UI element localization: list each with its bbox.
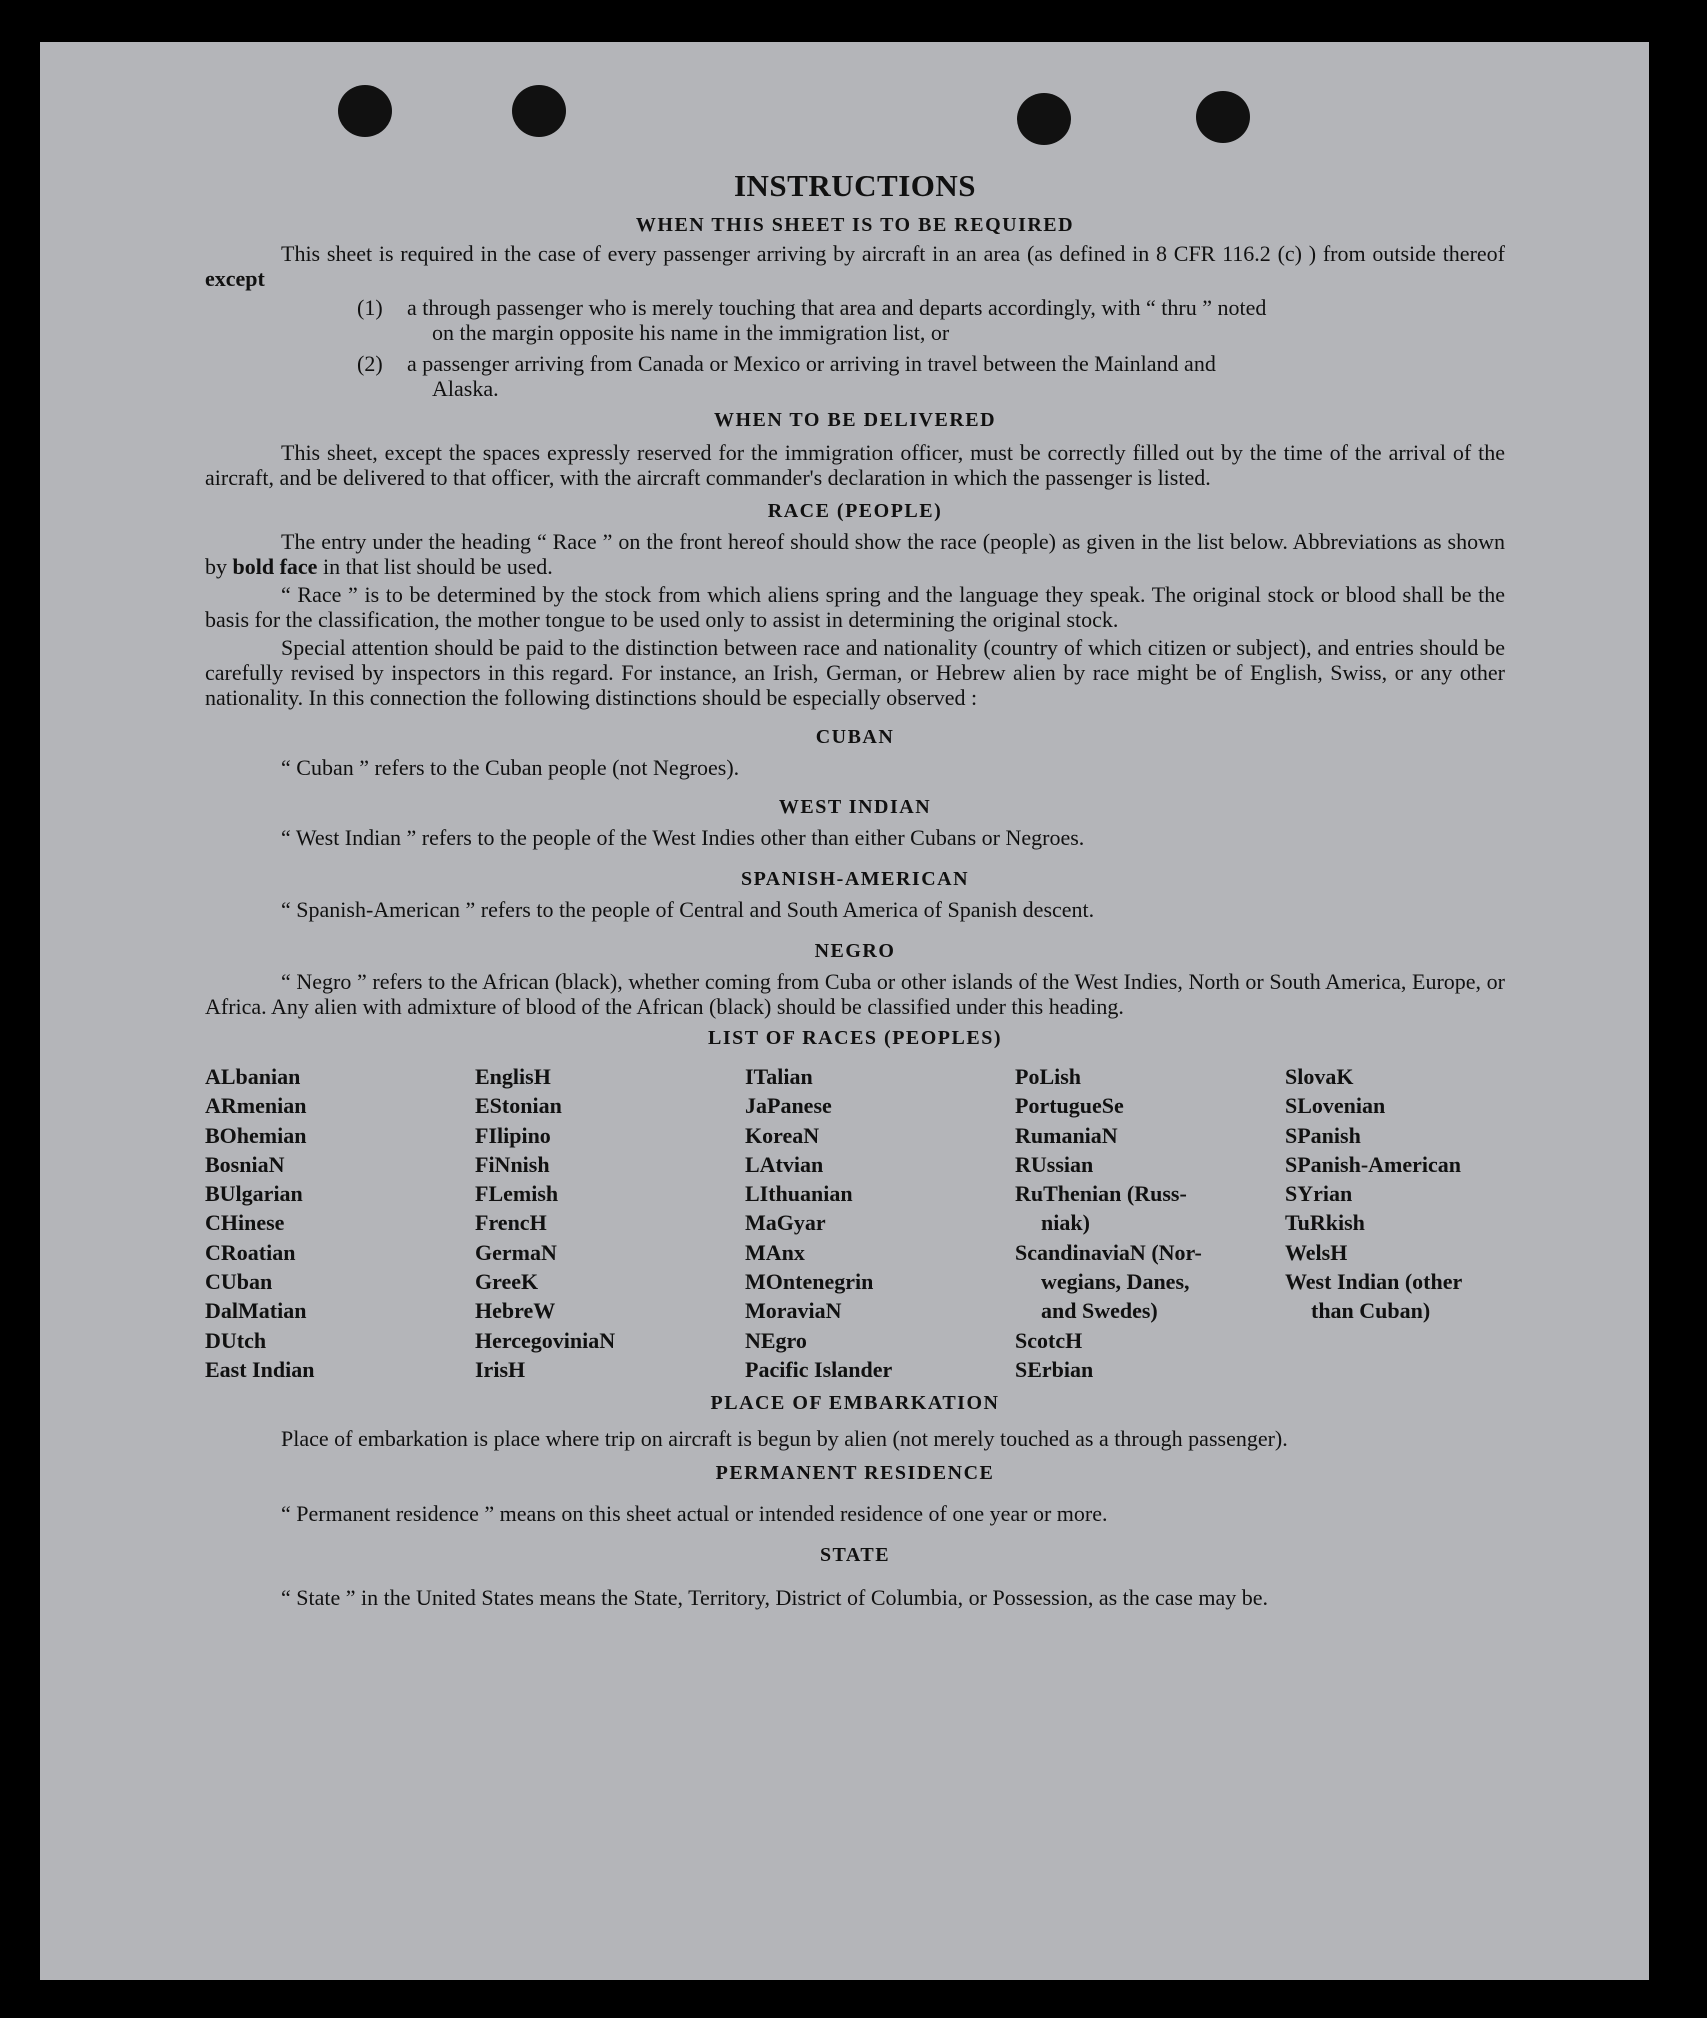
exception-item-2: (2) a passenger arriving from Canada or Mexico or arriving in travel between the Mainland and Alaska. [357, 351, 1216, 401]
list-item: wegians, Danes, [1041, 1269, 1190, 1295]
state-text: “ State ” in the United States means the State, Territory, District of Columbia, or Possession, as the case may be. [281, 1585, 1269, 1611]
races-column-3 [745, 1062, 1015, 1384]
list-item: CRoatian [205, 1239, 296, 1265]
section-heading-race: RACE (PEOPLE) [767, 500, 943, 522]
list-item: HercegoviniaN [475, 1327, 616, 1353]
list-item: TuRkish [1285, 1210, 1365, 1236]
list-item: ARmenian [205, 1093, 307, 1119]
west-indian-text: “ West Indian ” refers to the people of the West Indies other than either Cubans or Negroes. [281, 825, 1085, 850]
list-item: ScotcH [1015, 1327, 1083, 1353]
list-item: and Swedes) [1041, 1298, 1158, 1324]
section-heading-west-indian: WEST INDIAN [778, 796, 932, 818]
exception-item-1: (1) a through passenger who is merely touching that area and departs accordingly, with “ thru ” noted on the margin opposite his name in the immigration list, or [357, 295, 1267, 345]
list-item: niak) [1041, 1210, 1090, 1236]
list-item: MOntenegrin [745, 1269, 874, 1295]
list-item: ITalian [745, 1064, 813, 1089]
required-intro: This sheet is required in the case of every passenger arriving by aircraft in an area (as defined in 8 CFR 116.2 (c) ) from outside thereof except [205, 241, 1505, 291]
race-paragraph-2: “ Race ” is to be determined by the stock from which aliens spring and the language they speak. The original stock or blood shall be the basis for the classification, the mother tongue to be used only to assist in determining the original stock. [205, 582, 1505, 632]
list-item: BUlgarian [205, 1181, 303, 1207]
list-item: PortugueSe [1015, 1093, 1124, 1119]
list-item: FLemish [475, 1181, 559, 1207]
list-item: DalMatian [205, 1298, 307, 1324]
list-item: SlovaK [1285, 1064, 1354, 1089]
list-item: SLovenian [1285, 1093, 1386, 1119]
list-item: SYrian [1285, 1181, 1353, 1207]
list-item: LAtvian [745, 1151, 824, 1177]
spanish-american-text: “ Spanish-American ” refers to the people of Central and South America of Spanish descent. [281, 897, 1095, 922]
residence-text: “ Permanent residence ” means on this sheet actual or intended residence of one year or more. [281, 1501, 1108, 1527]
list-item: KoreaN [745, 1122, 820, 1148]
page-title: INSTRUCTIONS [733, 168, 976, 203]
list-item: SErbian [1015, 1356, 1094, 1382]
list-item: FiNnish [475, 1151, 550, 1177]
list-item: SPanish-American [1285, 1151, 1461, 1177]
section-heading-embarkation: PLACE OF EMBARKATION [710, 1392, 1000, 1415]
list-item: ScandinaviaN (Nor- [1015, 1239, 1202, 1265]
section-heading-state: STATE [819, 1544, 891, 1567]
instructions-content [205, 168, 1505, 1614]
list-item: EnglisH [475, 1064, 551, 1089]
races-column-1 [205, 1062, 475, 1384]
list-item: BosniaN [205, 1151, 285, 1177]
list-item: LIthuanian [745, 1181, 853, 1207]
list-item: NEgro [745, 1327, 807, 1353]
embarkation-text: Place of embarkation is place where trip on aircraft is begun by alien (not merely touched as a through passenger). [281, 1426, 1288, 1452]
list-item: RUssian [1015, 1151, 1094, 1177]
section-heading-required: WHEN THIS SHEET IS TO BE REQUIRED [635, 214, 1075, 236]
list-item: JaPanese [745, 1093, 832, 1119]
list-item: BOhemian [205, 1122, 307, 1148]
list-item: GermaN [475, 1239, 557, 1265]
punch-hole [1017, 93, 1071, 145]
punch-hole [1196, 91, 1250, 143]
list-item: MoraviaN [745, 1298, 842, 1324]
delivered-text: This sheet, except the spaces expressly reserved for the immigration officer, must be correctly filled out by the time of the arrival of the aircraft, and be delivered to that officer, with the aircraft commander's declaration in which the passenger is listed. [205, 440, 1505, 490]
list-item: West Indian (other [1285, 1269, 1463, 1295]
list-item: DUtch [205, 1327, 267, 1353]
list-item: FrencH [475, 1210, 547, 1236]
list-item: MaGyar [745, 1210, 826, 1236]
list-item: GreeK [475, 1269, 539, 1295]
list-item: RuThenian (Russ- [1015, 1181, 1187, 1207]
list-item: EStonian [475, 1093, 562, 1119]
list-item: than Cuban) [1311, 1298, 1431, 1324]
section-heading-residence: PERMANENT RESIDENCE [715, 1462, 995, 1485]
list-item: IrisH [475, 1356, 526, 1382]
list-item: East Indian [205, 1356, 315, 1382]
list-item: CHinese [205, 1210, 285, 1236]
race-paragraph-3: Special attention should be paid to the distinction between race and nationality (country of which citizen or subject), and entries should be carefully revised by inspectors in this regard. For instance, an Irish, German, or Hebrew alien by race might be of English, Swiss, or any other nationality. In this connection the following distinctions should be especially observed : [205, 635, 1505, 710]
list-item: RumaniaN [1015, 1122, 1118, 1148]
race-paragraph-1: The entry under the heading “ Race ” on the front hereof should show the race (people) as given in the list below. Abbreviations as shown by bold face in that list should be used. [205, 529, 1505, 579]
list-item: PoLish [1015, 1064, 1082, 1089]
list-item: SPanish [1285, 1122, 1361, 1148]
section-heading-delivered: WHEN TO BE DELIVERED [713, 409, 997, 431]
races-column-2 [475, 1062, 745, 1384]
races-column-4 [1015, 1062, 1285, 1384]
list-item: WelsH [1285, 1239, 1348, 1265]
section-heading-cuban: CUBAN [815, 726, 895, 748]
list-item: HebreW [475, 1298, 556, 1324]
list-item: CUban [205, 1269, 273, 1295]
list-item: ALbanian [205, 1064, 301, 1089]
cuban-text: “ Cuban ” refers to the Cuban people (not Negroes). [281, 755, 740, 780]
punch-hole [512, 85, 566, 137]
punch-hole [338, 85, 392, 137]
section-heading-negro: NEGRO [814, 940, 896, 962]
list-item: MAnx [745, 1239, 805, 1265]
races-column-5 [1285, 1062, 1555, 1384]
races-list [205, 1062, 1505, 1384]
section-heading-list-of-races: LIST OF RACES (PEOPLES) [707, 1027, 1002, 1049]
list-item: FIlipino [475, 1122, 551, 1148]
negro-text: “ Negro ” refers to the African (black), whether coming from Cuba or other islands of the West Indies, North or South America, Europe, or Africa. Any alien with admixture of blood of the African (black) should be classified under this heading. [205, 969, 1505, 1019]
section-heading-spanish-american: SPANISH-AMERICAN [740, 868, 970, 890]
list-item: Pacific Islander [745, 1356, 893, 1382]
